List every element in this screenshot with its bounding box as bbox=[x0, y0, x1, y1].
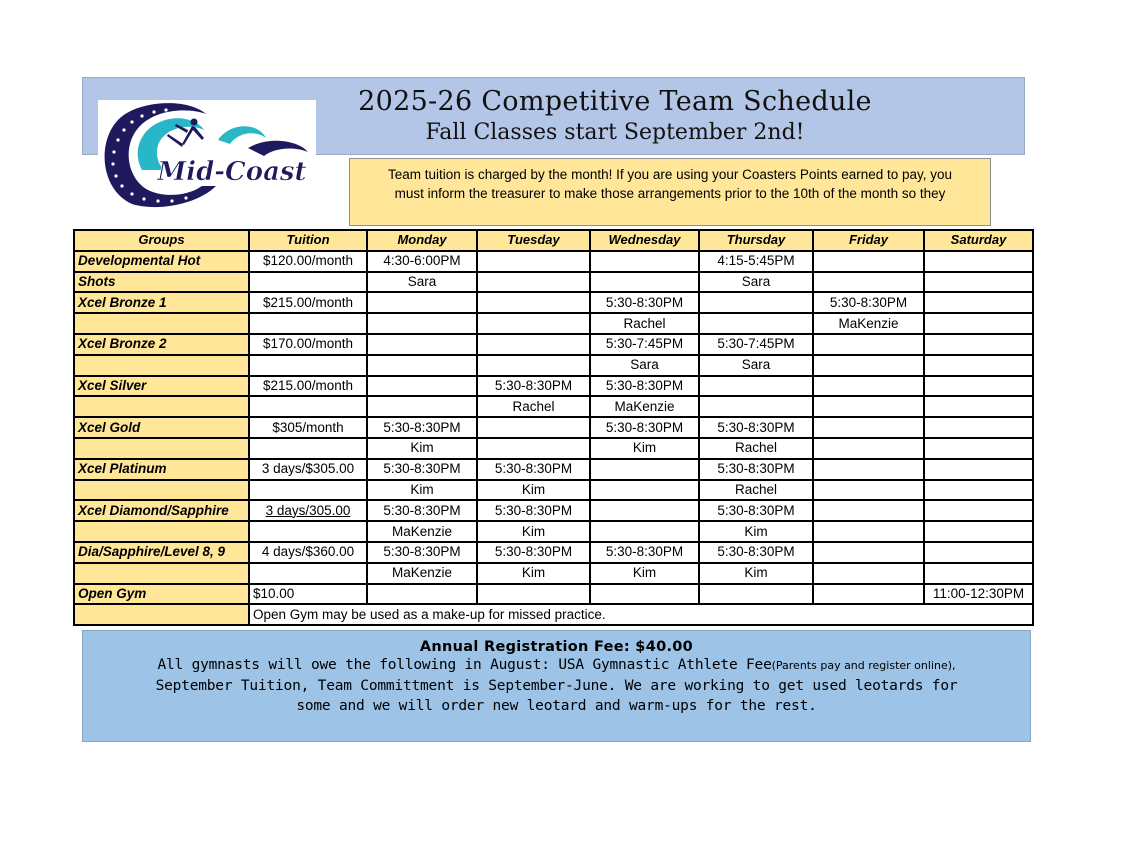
tuition-cell bbox=[249, 313, 367, 334]
schedule-cell bbox=[924, 417, 1033, 438]
schedule-cell bbox=[924, 334, 1033, 355]
footer-line-1-text: All gymnasts will owe the following in August: USA Gymnastic Athlete Fee bbox=[157, 657, 772, 673]
schedule-cell: Sara bbox=[699, 355, 813, 376]
group-name: Shots bbox=[74, 272, 249, 293]
notice-line-2: must inform the treasurer to make those arrangements prior to the 10th of the month so they bbox=[394, 186, 946, 201]
schedule-cell bbox=[813, 438, 924, 459]
schedule-cell: 5:30-7:45PM bbox=[590, 334, 699, 355]
schedule-cell: 5:30-8:30PM bbox=[477, 459, 590, 480]
schedule-cell bbox=[590, 459, 699, 480]
schedule-cell: 5:30-8:30PM bbox=[590, 542, 699, 563]
table-row bbox=[74, 521, 1033, 542]
column-header: Thursday bbox=[699, 230, 813, 251]
schedule-cell: 5:30-8:30PM bbox=[367, 542, 477, 563]
group-name bbox=[74, 355, 249, 376]
schedule-cell: 5:30-8:30PM bbox=[590, 417, 699, 438]
column-header: Tuesday bbox=[477, 230, 590, 251]
tuition-cell: 3 days/305.00 bbox=[249, 500, 367, 521]
schedule-cell: Rachel bbox=[699, 438, 813, 459]
schedule-cell: 5:30-8:30PM bbox=[813, 292, 924, 313]
schedule-cell bbox=[699, 376, 813, 397]
group-name bbox=[74, 396, 249, 417]
schedule-cell bbox=[813, 334, 924, 355]
schedule-cell bbox=[367, 584, 477, 605]
schedule-cell bbox=[813, 500, 924, 521]
schedule-cell bbox=[924, 542, 1033, 563]
tuition-cell bbox=[249, 396, 367, 417]
column-header: Friday bbox=[813, 230, 924, 251]
tuition-cell: $170.00/month bbox=[249, 334, 367, 355]
schedule-cell: Kim bbox=[477, 521, 590, 542]
group-name bbox=[74, 438, 249, 459]
tuition-cell: 3 days/$305.00 bbox=[249, 459, 367, 480]
schedule-cell bbox=[924, 355, 1033, 376]
group-name bbox=[74, 521, 249, 542]
registration-fee: Annual Registration Fee: $40.00 bbox=[419, 639, 694, 655]
schedule-cell bbox=[699, 292, 813, 313]
schedule-cell bbox=[813, 251, 924, 272]
schedule-cell bbox=[924, 459, 1033, 480]
schedule-cell bbox=[924, 292, 1033, 313]
schedule-cell: MaKenzie bbox=[367, 563, 477, 584]
tuition-cell: $215.00/month bbox=[249, 376, 367, 397]
table-row bbox=[74, 292, 1033, 313]
schedule-cell bbox=[924, 396, 1033, 417]
schedule-cell: Rachel bbox=[590, 313, 699, 334]
footer-line-1-note: (Parents pay and register online), bbox=[771, 659, 956, 672]
schedule-cell bbox=[813, 396, 924, 417]
schedule-cell: 5:30-8:30PM bbox=[367, 500, 477, 521]
schedule-cell bbox=[477, 313, 590, 334]
schedule-cell bbox=[924, 563, 1033, 584]
table-row bbox=[74, 500, 1033, 521]
schedule-cell bbox=[367, 334, 477, 355]
schedule-cell bbox=[367, 396, 477, 417]
schedule-cell: 5:30-8:30PM bbox=[477, 376, 590, 397]
schedule-cell: Kim bbox=[590, 438, 699, 459]
tuition-notice bbox=[349, 158, 991, 226]
table-row bbox=[74, 417, 1033, 438]
group-name bbox=[74, 563, 249, 584]
column-header: Tuition bbox=[249, 230, 367, 251]
schedule-cell bbox=[477, 251, 590, 272]
schedule-cell bbox=[699, 313, 813, 334]
table-row bbox=[74, 480, 1033, 501]
group-name: Open Gym bbox=[74, 584, 249, 605]
registration-footer bbox=[82, 630, 1031, 742]
schedule-cell: MaKenzie bbox=[367, 521, 477, 542]
tuition-cell bbox=[249, 272, 367, 293]
page-subtitle: Fall Classes start September 2nd! bbox=[425, 120, 805, 145]
schedule-cell bbox=[924, 521, 1033, 542]
table-row bbox=[74, 334, 1033, 355]
table-row bbox=[74, 272, 1033, 293]
schedule-cell: Rachel bbox=[477, 396, 590, 417]
table-header-row bbox=[74, 230, 1033, 251]
schedule-cell: 4:15-5:45PM bbox=[699, 251, 813, 272]
schedule-cell bbox=[924, 272, 1033, 293]
column-header: Groups bbox=[74, 230, 249, 251]
schedule-cell: 5:30-8:30PM bbox=[699, 417, 813, 438]
schedule-cell bbox=[813, 355, 924, 376]
schedule-cell bbox=[813, 480, 924, 501]
schedule-cell: Kim bbox=[699, 563, 813, 584]
schedule-cell: Kim bbox=[477, 563, 590, 584]
open-gym-note: Open Gym may be used as a make-up for missed practice. bbox=[249, 604, 1033, 625]
schedule-cell: 5:30-8:30PM bbox=[590, 292, 699, 313]
schedule-cell bbox=[813, 417, 924, 438]
schedule-cell: MaKenzie bbox=[813, 313, 924, 334]
schedule-cell bbox=[813, 584, 924, 605]
notice-line-1: Team tuition is charged by the month! If you are using your Coasters Points earned to pay, you bbox=[387, 167, 953, 182]
tuition-cell bbox=[249, 563, 367, 584]
group-name: Xcel Bronze 2 bbox=[74, 334, 249, 355]
tuition-cell bbox=[249, 521, 367, 542]
tuition-cell: $305/month bbox=[249, 417, 367, 438]
schedule-cell bbox=[477, 438, 590, 459]
schedule-cell bbox=[813, 376, 924, 397]
tuition-cell: 4 days/$360.00 bbox=[249, 542, 367, 563]
schedule-cell bbox=[367, 355, 477, 376]
table-row bbox=[74, 604, 1033, 625]
schedule-cell: Kim bbox=[699, 521, 813, 542]
schedule-cell: 5:30-8:30PM bbox=[699, 459, 813, 480]
logo-graphic bbox=[98, 100, 316, 208]
table-row bbox=[74, 438, 1033, 459]
schedule-cell bbox=[477, 355, 590, 376]
schedule-cell: 5:30-8:30PM bbox=[477, 542, 590, 563]
schedule-body bbox=[74, 251, 1033, 625]
column-header: Wednesday bbox=[590, 230, 699, 251]
group-name: Xcel Bronze 1 bbox=[74, 292, 249, 313]
schedule-cell: 5:30-8:30PM bbox=[367, 417, 477, 438]
schedule-cell bbox=[924, 500, 1033, 521]
schedule-cell bbox=[813, 563, 924, 584]
schedule-cell: Sara bbox=[590, 355, 699, 376]
schedule-cell bbox=[367, 313, 477, 334]
group-name bbox=[74, 313, 249, 334]
schedule-cell bbox=[699, 396, 813, 417]
schedule-cell bbox=[590, 500, 699, 521]
group-name: Xcel Gold bbox=[74, 417, 249, 438]
schedule-cell bbox=[477, 292, 590, 313]
schedule-cell bbox=[590, 584, 699, 605]
schedule-cell: 11:00-12:30PM bbox=[924, 584, 1033, 605]
schedule-cell bbox=[699, 584, 813, 605]
tuition-cell bbox=[249, 438, 367, 459]
table-row bbox=[74, 542, 1033, 563]
schedule-cell bbox=[924, 313, 1033, 334]
group-name: Developmental Hot bbox=[74, 251, 249, 272]
tuition-cell: $120.00/month bbox=[249, 251, 367, 272]
schedule-cell bbox=[813, 272, 924, 293]
schedule-cell: 5:30-8:30PM bbox=[699, 542, 813, 563]
schedule-cell bbox=[924, 438, 1033, 459]
schedule-cell bbox=[590, 251, 699, 272]
group-name: Xcel Platinum bbox=[74, 459, 249, 480]
table-row bbox=[74, 313, 1033, 334]
schedule-cell bbox=[813, 521, 924, 542]
schedule-cell: Sara bbox=[699, 272, 813, 293]
schedule-cell: 5:30-8:30PM bbox=[477, 500, 590, 521]
tuition-cell: $10.00 bbox=[249, 584, 367, 605]
group-name: Dia/Sapphire/Level 8, 9 bbox=[74, 542, 249, 563]
tuition-cell bbox=[249, 480, 367, 501]
schedule-cell: Rachel bbox=[699, 480, 813, 501]
schedule-cell bbox=[367, 376, 477, 397]
schedule-cell bbox=[924, 376, 1033, 397]
group-name: Xcel Silver bbox=[74, 376, 249, 397]
schedule-cell: Kim bbox=[367, 438, 477, 459]
schedule-cell: Kim bbox=[367, 480, 477, 501]
mid-coast-logo bbox=[98, 100, 316, 208]
footer-line-1 bbox=[83, 655, 1030, 676]
schedule-cell bbox=[477, 334, 590, 355]
group-name: Xcel Diamond/Sapphire bbox=[74, 500, 249, 521]
footer-line-2: September Tuition, Team Committment is September-June. We are working to get used leotards for bbox=[155, 678, 958, 694]
schedule-cell: Kim bbox=[477, 480, 590, 501]
logo-text: Mid-Coast bbox=[157, 157, 307, 187]
page-title: 2025-26 Competitive Team Schedule bbox=[358, 86, 872, 117]
schedule-cell bbox=[813, 459, 924, 480]
schedule-cell: 5:30-7:45PM bbox=[699, 334, 813, 355]
schedule-cell bbox=[813, 542, 924, 563]
schedule-cell bbox=[590, 521, 699, 542]
table-row bbox=[74, 396, 1033, 417]
schedule-cell: 5:30-8:30PM bbox=[590, 376, 699, 397]
schedule-cell: 5:30-8:30PM bbox=[699, 500, 813, 521]
schedule-cell bbox=[477, 272, 590, 293]
column-header: Monday bbox=[367, 230, 477, 251]
schedule-cell: 5:30-8:30PM bbox=[367, 459, 477, 480]
schedule-cell: Kim bbox=[590, 563, 699, 584]
footer-line-3: some and we will order new leotard and warm-ups for the rest. bbox=[296, 698, 817, 714]
schedule-cell bbox=[590, 480, 699, 501]
schedule-cell bbox=[590, 272, 699, 293]
schedule-cell bbox=[367, 292, 477, 313]
group-name bbox=[74, 604, 249, 625]
schedule-cell bbox=[924, 251, 1033, 272]
table-row bbox=[74, 563, 1033, 584]
tuition-cell: $215.00/month bbox=[249, 292, 367, 313]
table-row bbox=[74, 459, 1033, 480]
group-name bbox=[74, 480, 249, 501]
schedule-cell: Sara bbox=[367, 272, 477, 293]
schedule-cell bbox=[477, 417, 590, 438]
schedule-cell bbox=[924, 480, 1033, 501]
table-row bbox=[74, 251, 1033, 272]
table-row bbox=[74, 584, 1033, 605]
schedule-table bbox=[73, 229, 1034, 626]
table-row bbox=[74, 355, 1033, 376]
table-row bbox=[74, 376, 1033, 397]
tuition-cell bbox=[249, 355, 367, 376]
column-header: Saturday bbox=[924, 230, 1033, 251]
schedule-cell bbox=[477, 584, 590, 605]
schedule-cell: MaKenzie bbox=[590, 396, 699, 417]
schedule-cell: 4:30-6:00PM bbox=[367, 251, 477, 272]
